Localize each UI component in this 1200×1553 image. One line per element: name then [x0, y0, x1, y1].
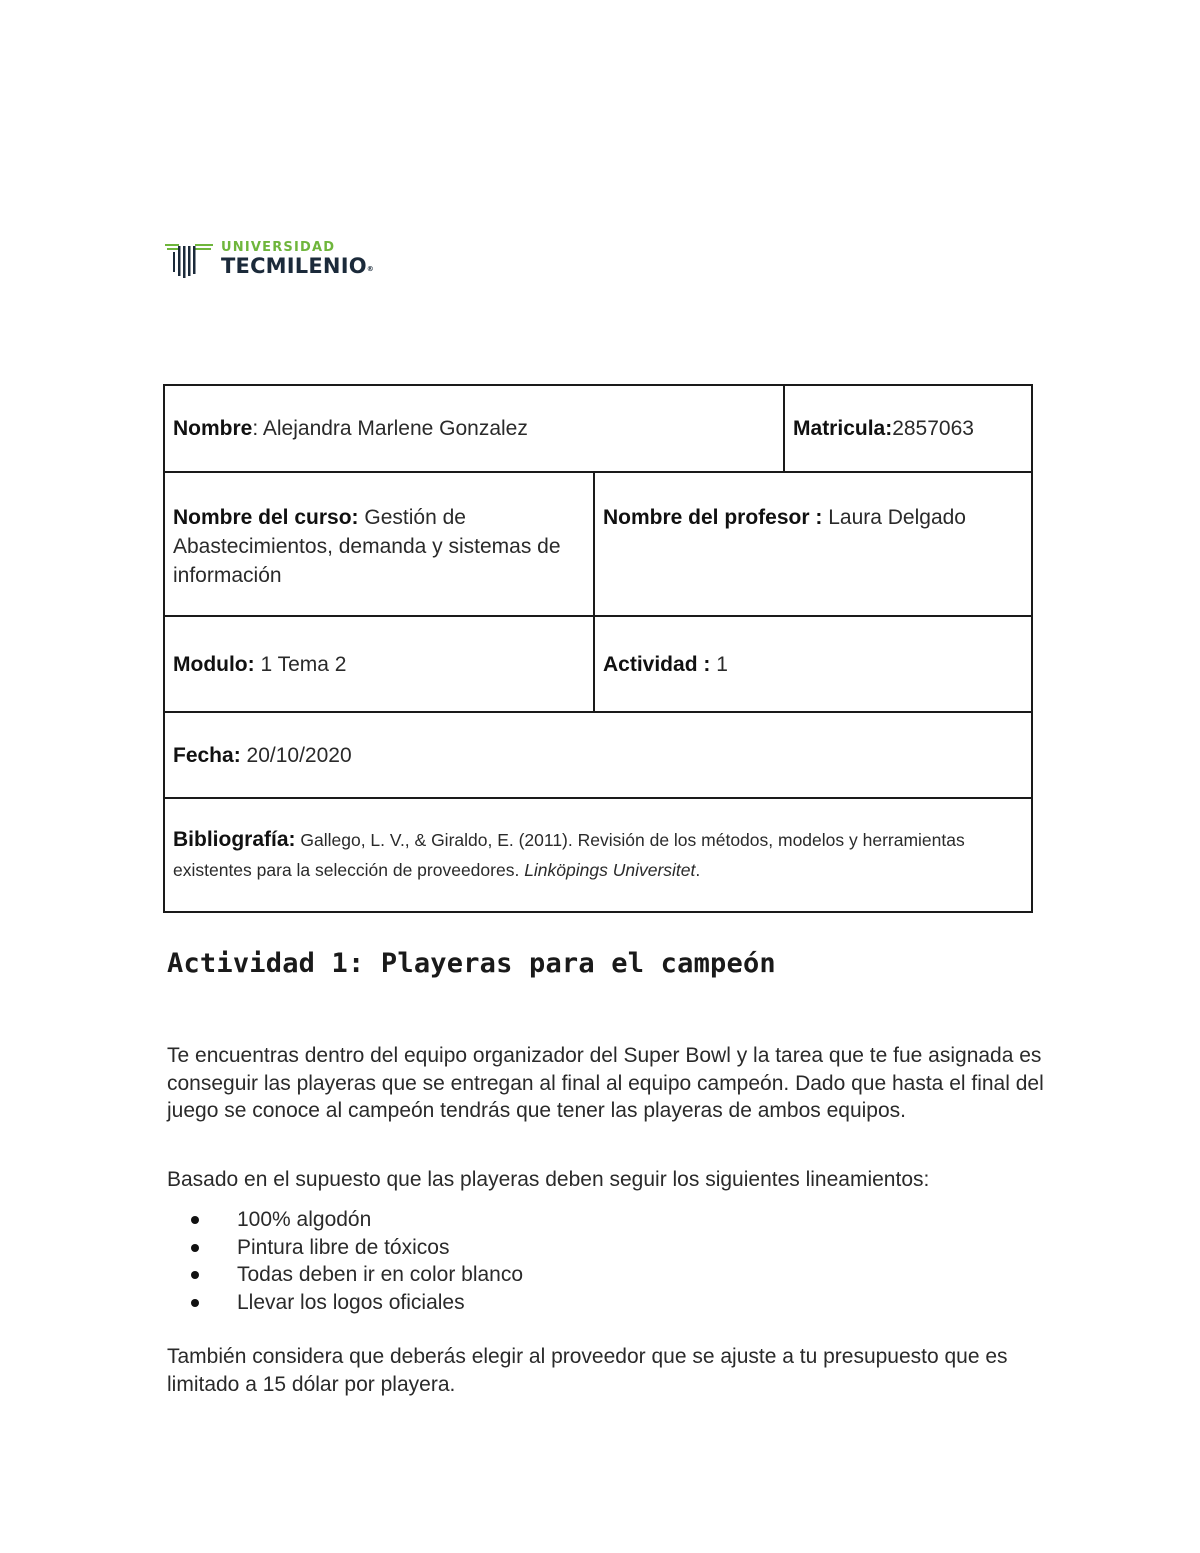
list-item: Todas deben ir en color blanco: [167, 1261, 523, 1289]
activity-title: Actividad 1: Playeras para el campeón: [167, 948, 776, 979]
tecmilenio-logo-icon: [165, 242, 213, 280]
intro-paragraph: Te encuentras dentro del equipo organizador del Super Bowl y la tarea que te fue asignada es conseguir las playeras que se entregan al final al equipo campeón. Dado que hasta el final del juego se conoce al campeón tendrás que tener las playeras de ambos equipos.: [167, 1044, 1044, 1122]
list-item: Pintura libre de tóxicos: [167, 1234, 523, 1262]
requirements-list: [167, 1206, 523, 1316]
budget-paragraph: También considera que deberás elegir al proveedor que se ajuste a tu presupuesto que es limitado a 15 dólar por playera.: [167, 1345, 1008, 1396]
student-name-cell: Nombre: Alejandra Marlene Gonzalez: [164, 385, 784, 472]
professor-name-cell: Nombre del profesor : Laura Delgado: [594, 472, 1032, 616]
date-cell: Fecha: 20/10/2020: [164, 712, 1032, 798]
bullet-icon: [191, 1299, 199, 1307]
bullet-icon: [191, 1244, 199, 1252]
matricula-cell: Matricula:2857063: [784, 385, 1032, 472]
guidelines-paragraph: Basado en el supuesto que las playeras deben seguir los siguientes lineamientos:: [167, 1168, 930, 1191]
module-cell: Modulo: 1 Tema 2: [164, 616, 594, 712]
activity-cell: Actividad : 1: [594, 616, 1032, 712]
student-info-table: [163, 384, 1033, 913]
logo-tecmilenio-text: TECMILENIO®: [221, 254, 374, 278]
course-name-cell: Nombre del curso: Gestión de Abastecimientos, demanda y sistemas de información: [164, 472, 594, 616]
logo-university-text: UNIVERSIDAD: [221, 240, 336, 255]
bibliography-cell: Bibliografía: Gallego, L. V., & Giraldo, E. (2011). Revisión de los métodos, modelos y herramientas existentes para la selección de proveedores. Linköpings Universitet.: [164, 798, 1032, 912]
bullet-icon: [191, 1271, 199, 1279]
list-item: Llevar los logos oficiales: [167, 1289, 523, 1317]
bullet-icon: [191, 1216, 199, 1224]
list-item: 100% algodón: [167, 1206, 523, 1234]
university-logo: [165, 240, 405, 284]
